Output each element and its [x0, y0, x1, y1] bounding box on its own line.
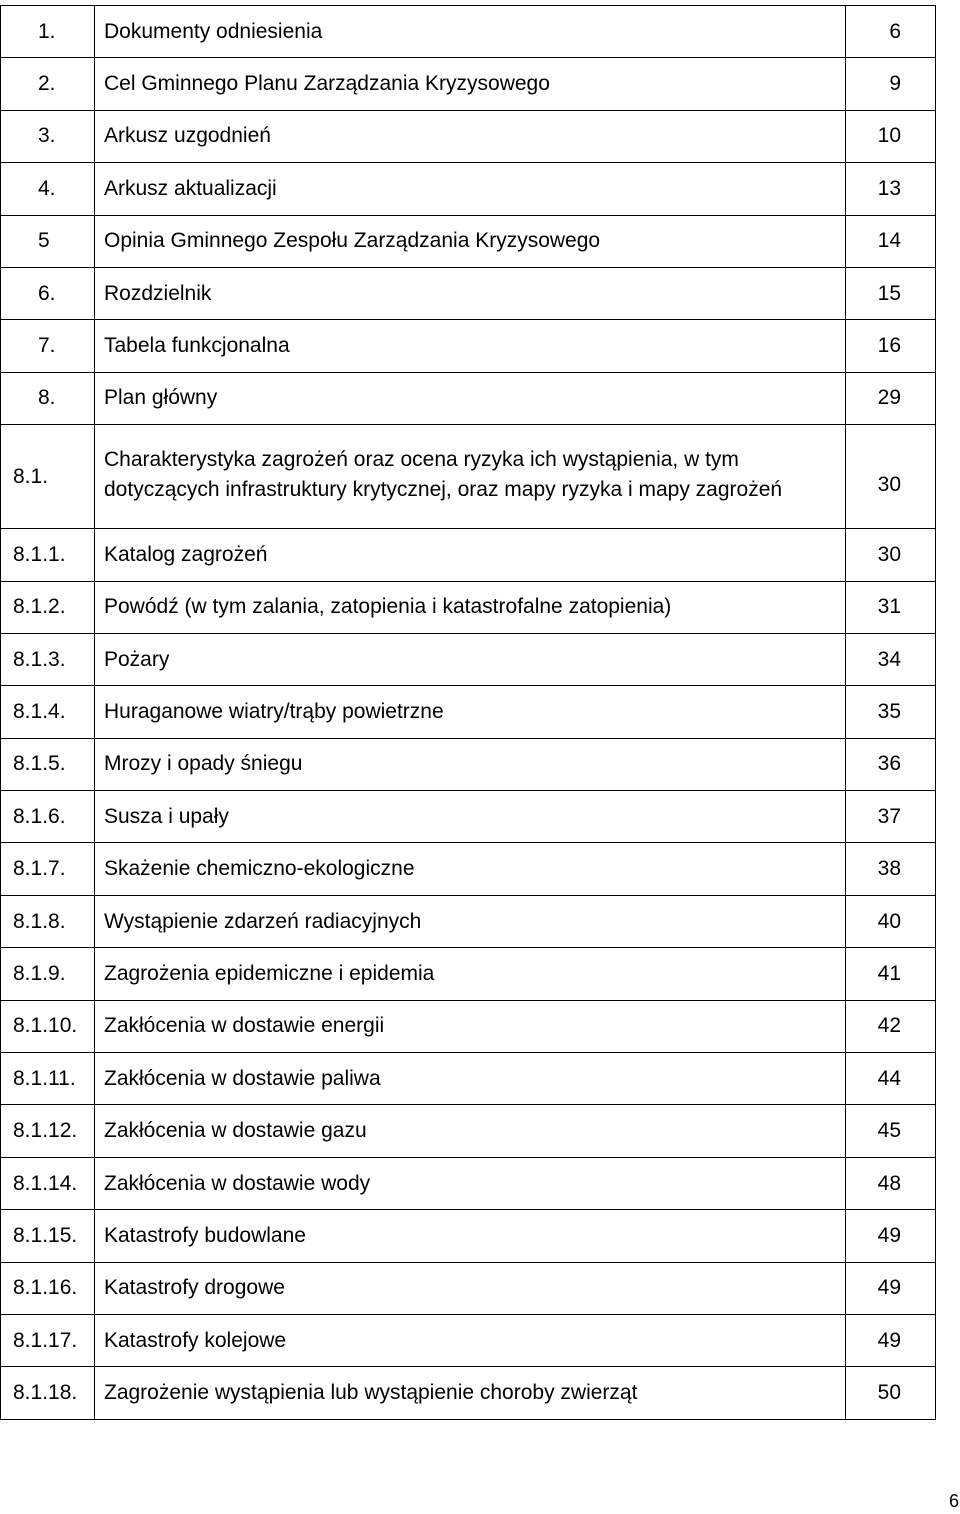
toc-entry-title: Arkusz aktualizacji [95, 163, 846, 215]
toc-row [1, 267, 936, 319]
toc-row [1, 320, 936, 372]
toc-entry-title: Tabela funkcjonalna [95, 320, 846, 372]
toc-row [1, 372, 936, 424]
toc-entry-page: 29 [846, 372, 936, 424]
toc-entry-page: 49 [846, 1210, 936, 1262]
toc-entry-title: Katastrofy drogowe [95, 1262, 846, 1314]
toc-entry-number: 8.1.2. [1, 581, 95, 633]
toc-entry-number: 8.1.18. [1, 1367, 95, 1419]
toc-entry-page: 34 [846, 633, 936, 685]
toc-entry-title: Zakłócenia w dostawie paliwa [95, 1053, 846, 1105]
toc-row [1, 686, 936, 738]
toc-entry-page: 50 [846, 1367, 936, 1419]
toc-entry-title: Arkusz uzgodnień [95, 110, 846, 162]
toc-row [1, 948, 936, 1000]
toc-entry-title: Zakłócenia w dostawie gazu [95, 1105, 846, 1157]
toc-row [1, 1262, 936, 1314]
toc-entry-title: Katalog zagrożeń [95, 529, 846, 581]
page-number: 6 [948, 1491, 959, 1511]
toc-entry-page: 9 [846, 58, 936, 110]
toc-row [1, 529, 936, 581]
toc-entry-page: 14 [846, 215, 936, 267]
toc-row [1, 110, 936, 162]
toc-entry-title: Cel Gminnego Planu Zarządzania Kryzysowego [95, 58, 846, 110]
toc-entry-number: 8. [1, 372, 95, 424]
toc-entry-title: Susza i upały [95, 791, 846, 843]
toc-entry-number: 8.1.6. [1, 791, 95, 843]
toc-entry-title: Pożary [95, 633, 846, 685]
toc-row [1, 895, 936, 947]
toc-entry-page: 36 [846, 738, 936, 790]
toc-row [1, 163, 936, 215]
toc-entry-number: 8.1.4. [1, 686, 95, 738]
toc-entry-number: 8.1.14. [1, 1157, 95, 1209]
toc-row [1, 215, 936, 267]
toc-entry-page: 15 [846, 267, 936, 319]
toc-entry-title: Katastrofy kolejowe [95, 1314, 846, 1366]
toc-entry-page: 48 [846, 1157, 936, 1209]
toc-entry-title: Dokumenty odniesienia [95, 6, 846, 58]
toc-entry-number: 8.1.9. [1, 948, 95, 1000]
toc-row [1, 581, 936, 633]
toc-entry-title: Rozdzielnik [95, 267, 846, 319]
toc-entry-page: 49 [846, 1262, 936, 1314]
toc-entry-number: 8.1.1. [1, 529, 95, 581]
toc-entry-number: 8.1.11. [1, 1053, 95, 1105]
toc-entry-page: 37 [846, 791, 936, 843]
toc-row [1, 1157, 936, 1209]
toc-entry-number: 4. [1, 163, 95, 215]
toc-entry-page: 13 [846, 163, 936, 215]
toc-entry-title: Opinia Gminnego Zespołu Zarządzania Kryzysowego [95, 215, 846, 267]
toc-entry-title: Charakterystyka zagrożeń oraz ocena ryzyka ich wystąpienia, w tym dotyczących infrastruktury krytycznej, oraz mapy ryzyka i mapy zagrożeń [95, 425, 846, 529]
toc-entry-number: 8.1.16. [1, 1262, 95, 1314]
table-of-contents [0, 5, 936, 1420]
toc-entry-title: Powódź (w tym zalania, zatopienia i katastrofalne zatopienia) [95, 581, 846, 633]
toc-body [1, 6, 936, 1420]
toc-entry-number: 1. [1, 6, 95, 58]
toc-entry-number: 6. [1, 267, 95, 319]
toc-entry-page: 41 [846, 948, 936, 1000]
toc-entry-title: Katastrofy budowlane [95, 1210, 846, 1262]
toc-entry-title: Skażenie chemiczno-ekologiczne [95, 843, 846, 895]
toc-entry-number: 5 [1, 215, 95, 267]
toc-entry-number: 8.1.5. [1, 738, 95, 790]
toc-entry-page: 30 [846, 529, 936, 581]
toc-entry-title: Zakłócenia w dostawie energii [95, 1000, 846, 1052]
toc-entry-title: Mrozy i opady śniegu [95, 738, 846, 790]
toc-entry-number: 2. [1, 58, 95, 110]
toc-entry-title: Zagrożenie wystąpienia lub wystąpienie choroby zwierząt [95, 1367, 846, 1419]
toc-entry-page: 10 [846, 110, 936, 162]
toc-entry-number: 8.1.10. [1, 1000, 95, 1052]
toc-row [1, 1367, 936, 1419]
toc-row [1, 425, 936, 529]
toc-entry-title: Zagrożenia epidemiczne i epidemia [95, 948, 846, 1000]
toc-entry-page: 40 [846, 895, 936, 947]
toc-entry-number: 7. [1, 320, 95, 372]
toc-entry-title: Zakłócenia w dostawie wody [95, 1157, 846, 1209]
toc-entry-number: 8.1.8. [1, 895, 95, 947]
toc-entry-page: 6 [846, 6, 936, 58]
toc-entry-number: 8.1.7. [1, 843, 95, 895]
toc-entry-page: 38 [846, 843, 936, 895]
toc-entry-title: Wystąpienie zdarzeń radiacyjnych [95, 895, 846, 947]
toc-entry-number: 8.1. [1, 425, 95, 529]
toc-row [1, 791, 936, 843]
toc-entry-page: 45 [846, 1105, 936, 1157]
toc-row [1, 1105, 936, 1157]
toc-row [1, 1314, 936, 1366]
toc-entry-page: 49 [846, 1314, 936, 1366]
toc-entry-number: 8.1.15. [1, 1210, 95, 1262]
toc-row [1, 633, 936, 685]
toc-row [1, 738, 936, 790]
toc-entry-page: 42 [846, 1000, 936, 1052]
toc-entry-number: 8.1.3. [1, 633, 95, 685]
toc-row [1, 1053, 936, 1105]
toc-row [1, 58, 936, 110]
toc-entry-title: Huraganowe wiatry/trąby powietrzne [95, 686, 846, 738]
toc-entry-page: 16 [846, 320, 936, 372]
toc-entry-page: 30 [846, 425, 936, 529]
toc-entry-page: 44 [846, 1053, 936, 1105]
toc-entry-page: 35 [846, 686, 936, 738]
toc-row [1, 843, 936, 895]
toc-entry-number: 8.1.12. [1, 1105, 95, 1157]
toc-row [1, 1000, 936, 1052]
toc-entry-number: 3. [1, 110, 95, 162]
toc-row [1, 1210, 936, 1262]
toc-entry-title: Plan główny [95, 372, 846, 424]
toc-row [1, 6, 936, 58]
toc-entry-page: 31 [846, 581, 936, 633]
toc-entry-number: 8.1.17. [1, 1314, 95, 1366]
